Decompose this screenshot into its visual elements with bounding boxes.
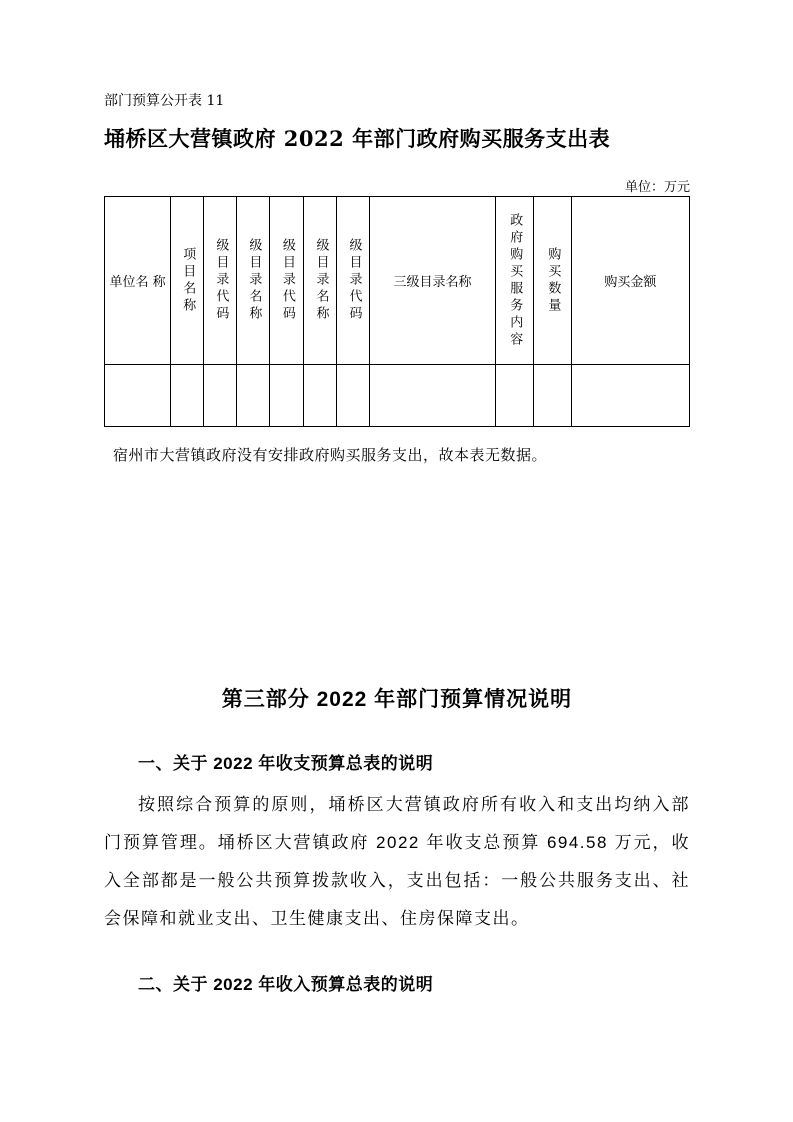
col-header-label: 三级目录名称	[393, 275, 472, 290]
col-header-label: 单位名 称	[109, 275, 166, 290]
col-header-level3-code	[337, 197, 370, 365]
col-header-project-name	[171, 197, 204, 365]
col-header-purchase-quantity	[533, 197, 571, 365]
table-cell	[571, 365, 689, 427]
col-header-label: 政府购买服务内容	[507, 212, 523, 349]
col-header-level1-code	[204, 197, 237, 365]
col-header-level1-name	[237, 197, 270, 365]
table-cell	[337, 365, 370, 427]
table-cell	[204, 365, 237, 427]
unit-label: 单位：万元	[624, 180, 690, 195]
col-header-label: 购买金额	[604, 275, 657, 290]
doc-label: 部门预算公开表 11	[104, 93, 225, 109]
col-header-label: 购买数量	[545, 246, 561, 315]
col-header-purchase-amount	[571, 197, 689, 365]
sub-heading-2: 二、关于 2022 年收入预算总表的说明	[138, 975, 434, 994]
col-header-label: 级目录代码	[279, 238, 295, 323]
col-header-label: 级目录代码	[213, 238, 229, 323]
section-heading: 第三部分 2022 年部门预算情况说明	[221, 688, 573, 711]
table-row	[105, 365, 690, 427]
table-cell	[370, 365, 495, 427]
page-title: 埇桥区大营镇政府 2022 年部门政府购买服务支出表	[104, 126, 611, 151]
table-cell	[105, 365, 171, 427]
table-cell	[171, 365, 204, 427]
table-cell	[495, 365, 533, 427]
sub-heading-1: 一、关于 2022 年收支预算总表的说明	[138, 754, 434, 773]
col-header-level3-name	[370, 197, 495, 365]
col-header-label: 级目录名称	[313, 238, 329, 323]
col-header-label: 级目录代码	[346, 238, 362, 323]
col-header-level2-name	[304, 197, 337, 365]
table-cell	[270, 365, 304, 427]
col-header-label: 项目名称	[180, 246, 196, 315]
col-header-level2-code	[270, 197, 304, 365]
table-cell	[533, 365, 571, 427]
paragraph-1: 按照综合预算的原则，埇桥区大营镇政府所有收入和支出均纳入部门预算管理。埇桥区大营镇政府 2022 年收支总预算 694.58 万元，收入全部都是一般公共预算拨款收入，支出包括：一般公共服务支出、社会保障和就业支出、卫生健康支出、住房保障支出。	[104, 795, 690, 928]
table-cell	[304, 365, 337, 427]
col-header-label: 级目录名称	[246, 238, 262, 323]
col-header-purchase-service-content	[495, 197, 533, 365]
purchase-service-table	[104, 196, 690, 427]
table-header-row	[105, 197, 690, 365]
table-cell	[237, 365, 270, 427]
table-note: 宿州市大营镇政府没有安排政府购买服务支出，故本表无数据。	[113, 446, 548, 464]
col-header-unit-name	[105, 197, 171, 365]
